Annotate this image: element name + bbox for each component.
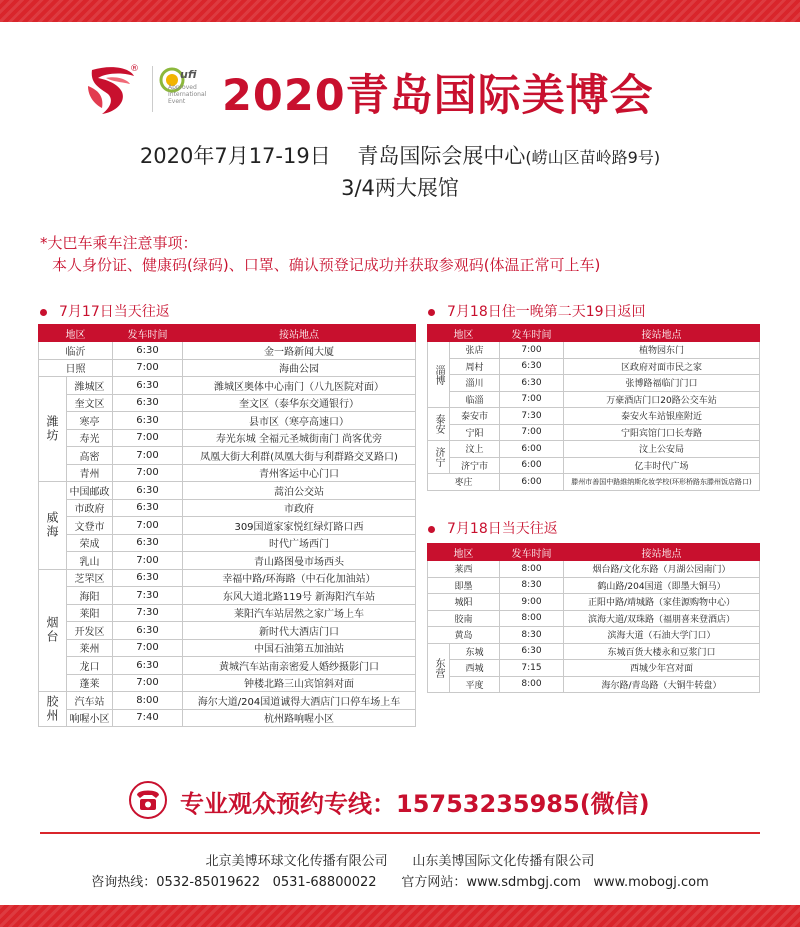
time-cell: 8:00 [500, 610, 564, 627]
area-cell: 日照 [39, 359, 113, 377]
time-cell: 6:00 [500, 474, 564, 491]
section3-title: 7月18日当天往返 [428, 518, 558, 538]
area-cell: 泰安市 [450, 408, 500, 425]
area-cell: 莱州 [67, 639, 113, 657]
area-cell: 平度 [450, 676, 500, 693]
time-cell: 9:00 [500, 594, 564, 611]
event-date: 2020年7月17-19日 [139, 144, 331, 168]
notice-title: *大巴车乘车注意事项： [40, 234, 198, 252]
time-cell: 6:30 [113, 534, 183, 552]
phone-2: 0531-68800022 [272, 875, 377, 890]
bottom-decor-band [0, 905, 800, 927]
stop-cell: 西城少年宫对面 [564, 660, 760, 677]
time-cell: 8:30 [500, 577, 564, 594]
time-cell: 6:30 [500, 375, 564, 392]
area-cell: 高密 [67, 447, 113, 465]
col-header-stop: 接站地点 [564, 544, 760, 561]
area-cell: 文登市 [67, 517, 113, 535]
area-cell: 胶南 [428, 610, 500, 627]
area-cell: 汶上 [450, 441, 500, 458]
area-cell: 淄川 [450, 375, 500, 392]
stop-cell: 宁阳宾馆门口长寿路 [564, 424, 760, 441]
region-group-cell: 枣庄 [428, 474, 500, 491]
time-cell: 6:30 [113, 394, 183, 412]
table-header-row [428, 544, 760, 561]
table-row [428, 408, 760, 425]
col-header-region: 地区 [428, 325, 500, 342]
area-cell: 潍城区 [67, 377, 113, 395]
table-row [428, 375, 760, 392]
time-cell: 7:00 [113, 429, 183, 447]
table-row [39, 604, 416, 622]
area-cell: 济宁市 [450, 457, 500, 474]
area-cell: 寿光 [67, 429, 113, 447]
area-cell: 开发区 [67, 622, 113, 640]
footer-contact: 咨询热线：0532-85019622 0531-68800022 官方网站：www.sdmbgj.com www.mobogj.com [91, 875, 709, 890]
time-cell: 7:15 [500, 660, 564, 677]
area-cell: 海阳 [67, 587, 113, 605]
table-row [428, 474, 760, 491]
table-row [428, 577, 760, 594]
table-row [39, 552, 416, 570]
area-cell: 宁阳 [450, 424, 500, 441]
event-date-venue [0, 140, 800, 170]
table-row [39, 657, 416, 675]
company-2: 山东美博国际文化传播有限公司 [412, 854, 595, 869]
stop-cell: 海尔大道/204国道诚得大酒店门口停车场上车 [183, 692, 416, 710]
stop-cell: 张博路福临门门口 [564, 375, 760, 392]
time-cell: 8:00 [500, 561, 564, 578]
table-row [39, 622, 416, 640]
bullet-icon [428, 526, 435, 533]
time-cell: 7:30 [500, 408, 564, 425]
stop-cell: 杭州路响喔小区 [183, 709, 416, 727]
time-cell: 6:30 [113, 342, 183, 360]
stop-cell: 正阳中路/靖城路（家佳源购物中心） [564, 594, 760, 611]
area-cell: 荣成 [67, 534, 113, 552]
bullet-icon [428, 309, 435, 316]
time-cell: 7:00 [500, 391, 564, 408]
table-row [39, 639, 416, 657]
table-row [39, 692, 416, 710]
table-row [39, 359, 416, 377]
stop-cell: 青州客运中心门口 [183, 464, 416, 482]
logo-divider [152, 66, 153, 112]
table-row [39, 482, 416, 500]
table-row [428, 391, 760, 408]
stop-cell: 烟台路/文化东路（月湖公园南门） [564, 561, 760, 578]
table-row [39, 412, 416, 430]
table-row [39, 464, 416, 482]
area-cell: 乳山 [67, 552, 113, 570]
time-cell: 7:00 [500, 424, 564, 441]
stop-cell: 海曲公园 [183, 359, 416, 377]
stop-cell: 莱阳汽车站居然之家广场上车 [183, 604, 416, 622]
area-cell: 城阳 [428, 594, 500, 611]
ufi-label: ufi [180, 68, 197, 81]
time-cell: 7:30 [113, 604, 183, 622]
col-header-region: 地区 [39, 325, 113, 342]
top-decor-band [0, 0, 800, 22]
table-row [428, 424, 760, 441]
area-cell: 汽车站 [67, 692, 113, 710]
schedule-table-0718-overnight [427, 324, 760, 491]
stop-cell: 309国道家家悦红绿灯路口西 [183, 517, 416, 535]
table-row [428, 660, 760, 677]
stop-cell: 潍城区奥体中心南门（八九医院对面） [183, 377, 416, 395]
table-header-row [39, 325, 416, 342]
registered-mark: ® [130, 64, 139, 74]
area-cell: 黄岛 [428, 627, 500, 644]
stop-cell: 亿丰时代广场 [564, 457, 760, 474]
stop-cell: 万豪酒店门口20路公交车站 [564, 391, 760, 408]
event-venue: 青岛国际会展中心 [357, 144, 526, 168]
time-cell: 6:30 [113, 622, 183, 640]
footer-divider [40, 832, 760, 834]
time-cell: 7:00 [113, 359, 183, 377]
stop-cell: 凤凰大街大利群(凤凰大街与利群路交叉路口) [183, 447, 416, 465]
stop-cell: 滕州市善国中路維纳斯化妆学校(环形桥路东滕州饭店路口) [564, 474, 760, 491]
table-row [39, 394, 416, 412]
area-cell: 即墨 [428, 577, 500, 594]
time-cell: 6:30 [113, 377, 183, 395]
time-cell: 6:30 [500, 358, 564, 375]
ufi-approved-text: Approved International Event [168, 84, 207, 105]
area-cell: 蓬莱 [67, 674, 113, 692]
col-header-stop: 接站地点 [564, 325, 760, 342]
area-cell: 临沂 [39, 342, 113, 360]
hotline-number: 15753235985 [396, 790, 580, 818]
stop-cell: 泰安火车站银座附近 [564, 408, 760, 425]
stop-cell: 新时代大酒店门口 [183, 622, 416, 640]
stop-cell: 滨海大道/双珠路（福朋喜来登酒店） [564, 610, 760, 627]
table-row [39, 517, 416, 535]
notice-body: 本人身份证、健康码(绿码)、口罩、确认预登记成功并获取参观码(体温正常可上车) [52, 256, 601, 274]
table-row [428, 457, 760, 474]
area-cell: 周村 [450, 358, 500, 375]
table-row [428, 342, 760, 359]
table-row [428, 561, 760, 578]
area-cell: 中国邮政 [67, 482, 113, 500]
phone-icon [128, 780, 168, 820]
col-header-time: 发车时间 [500, 325, 564, 342]
time-cell: 6:30 [113, 499, 183, 517]
area-cell: 市政府 [67, 499, 113, 517]
time-cell: 6:00 [500, 457, 564, 474]
time-cell: 6:00 [500, 441, 564, 458]
col-header-stop: 接站地点 [183, 325, 416, 342]
time-cell: 7:00 [113, 517, 183, 535]
table-row [39, 534, 416, 552]
time-cell: 6:30 [113, 412, 183, 430]
col-header-time: 发车时间 [113, 325, 183, 342]
time-cell: 7:00 [113, 674, 183, 692]
time-cell: 8:30 [500, 627, 564, 644]
area-cell: 莱西 [428, 561, 500, 578]
table-row [39, 569, 416, 587]
hotline-label: 专业观众预约专线： [180, 790, 396, 818]
table-row [428, 594, 760, 611]
hotline-suffix: (微信) [579, 790, 650, 818]
website-2[interactable]: www.mobogj.com [593, 875, 709, 890]
table-row [39, 674, 416, 692]
time-cell: 7:40 [113, 709, 183, 727]
stop-cell: 奎文区（泰华东交通银行） [183, 394, 416, 412]
table-row [428, 441, 760, 458]
hotline [180, 784, 650, 819]
area-cell: 奎文区 [67, 394, 113, 412]
region-group-cell: 潍坊 [39, 377, 67, 482]
region-group-cell: 威海 [39, 482, 67, 570]
company-1: 北京美博环球文化传播有限公司 [205, 854, 388, 869]
stop-cell: 黄城汽车站南亲密爱人婚纱摄影门口 [183, 657, 416, 675]
area-cell: 东城 [450, 643, 500, 660]
time-cell: 7:00 [113, 552, 183, 570]
table-row [39, 429, 416, 447]
stop-cell: 寿光东城 全福元圣城街南门 尚客优旁 [183, 429, 416, 447]
event-address: (崂山区苗岭路9号) [525, 148, 661, 167]
stop-cell: 青山路图曼市场西头 [183, 552, 416, 570]
website-1[interactable]: www.sdmbgj.com [466, 875, 581, 890]
time-cell: 7:00 [113, 639, 183, 657]
stop-cell: 金一路新闻大厦 [183, 342, 416, 360]
time-cell: 6:30 [500, 643, 564, 660]
event-halls: 3/4两大展馆 [341, 176, 459, 200]
time-cell: 8:00 [113, 692, 183, 710]
region-group-cell: 淄博 [428, 342, 450, 408]
phone-1: 0532-85019622 [156, 875, 261, 890]
area-cell: 青州 [67, 464, 113, 482]
region-group-cell: 泰安 [428, 408, 450, 441]
table-row [428, 643, 760, 660]
region-group-cell: 济宁 [428, 441, 450, 474]
stop-cell: 海尔路/青岛路（大铜牛转盘） [564, 676, 760, 693]
section1-title: 7月17日当天往返 [40, 301, 170, 321]
region-group-cell: 胶州 [39, 692, 67, 727]
bullet-icon [40, 309, 47, 316]
table-row [39, 499, 416, 517]
col-header-time: 发车时间 [500, 544, 564, 561]
time-cell: 6:30 [113, 657, 183, 675]
area-cell: 芝罘区 [67, 569, 113, 587]
table-row [428, 676, 760, 693]
region-group-cell: 东营 [428, 643, 450, 693]
table-row [428, 358, 760, 375]
time-cell: 6:30 [113, 482, 183, 500]
stop-cell: 县市区（寒亭高速口） [183, 412, 416, 430]
footer-companies [0, 850, 800, 869]
area-cell: 西城 [450, 660, 500, 677]
stop-cell: 区政府对面市民之家 [564, 358, 760, 375]
table-row [39, 447, 416, 465]
stop-cell: 钟楼北路三山宾馆斜对面 [183, 674, 416, 692]
table-row [39, 709, 416, 727]
stop-cell: 市政府 [183, 499, 416, 517]
stop-cell: 中国石油第五加油站 [183, 639, 416, 657]
stop-cell: 幸福中路/环海路（中石化加油站） [183, 569, 416, 587]
stop-cell: 滨海大道（石油大学门口） [564, 627, 760, 644]
time-cell: 7:00 [113, 464, 183, 482]
area-cell: 龙口 [67, 657, 113, 675]
table-row [39, 587, 416, 605]
stop-cell: 鹤山路/204国道（即墨大铜马） [564, 577, 760, 594]
col-header-region: 地区 [428, 544, 500, 561]
region-group-cell: 烟台 [39, 569, 67, 692]
area-cell: 临淄 [450, 391, 500, 408]
page-title: 2020青岛国际美博会 [222, 71, 654, 121]
table-header-row [428, 325, 760, 342]
table-row [39, 377, 416, 395]
time-cell: 8:00 [500, 676, 564, 693]
schedule-table-0717 [38, 324, 416, 727]
table-row [428, 627, 760, 644]
area-cell: 响喔小区 [67, 709, 113, 727]
table-row [39, 342, 416, 360]
section2-title: 7月18日住一晚第二天19日返回 [428, 301, 646, 321]
schedule-table-0718 [427, 543, 760, 693]
time-cell: 7:00 [113, 447, 183, 465]
stop-cell: 时代广场西门 [183, 534, 416, 552]
area-cell: 寒亭 [67, 412, 113, 430]
table-row [428, 610, 760, 627]
area-cell: 莱阳 [67, 604, 113, 622]
stop-cell: 东风大道北路119号 新海阳汽车站 [183, 587, 416, 605]
stop-cell: 蒿泊公交站 [183, 482, 416, 500]
stop-cell: 汶上公安局 [564, 441, 760, 458]
time-cell: 7:00 [500, 342, 564, 359]
time-cell: 6:30 [113, 569, 183, 587]
area-cell: 张店 [450, 342, 500, 359]
time-cell: 7:30 [113, 587, 183, 605]
stop-cell: 东城百货大楼永和豆浆门口 [564, 643, 760, 660]
stop-cell: 植物园东门 [564, 342, 760, 359]
